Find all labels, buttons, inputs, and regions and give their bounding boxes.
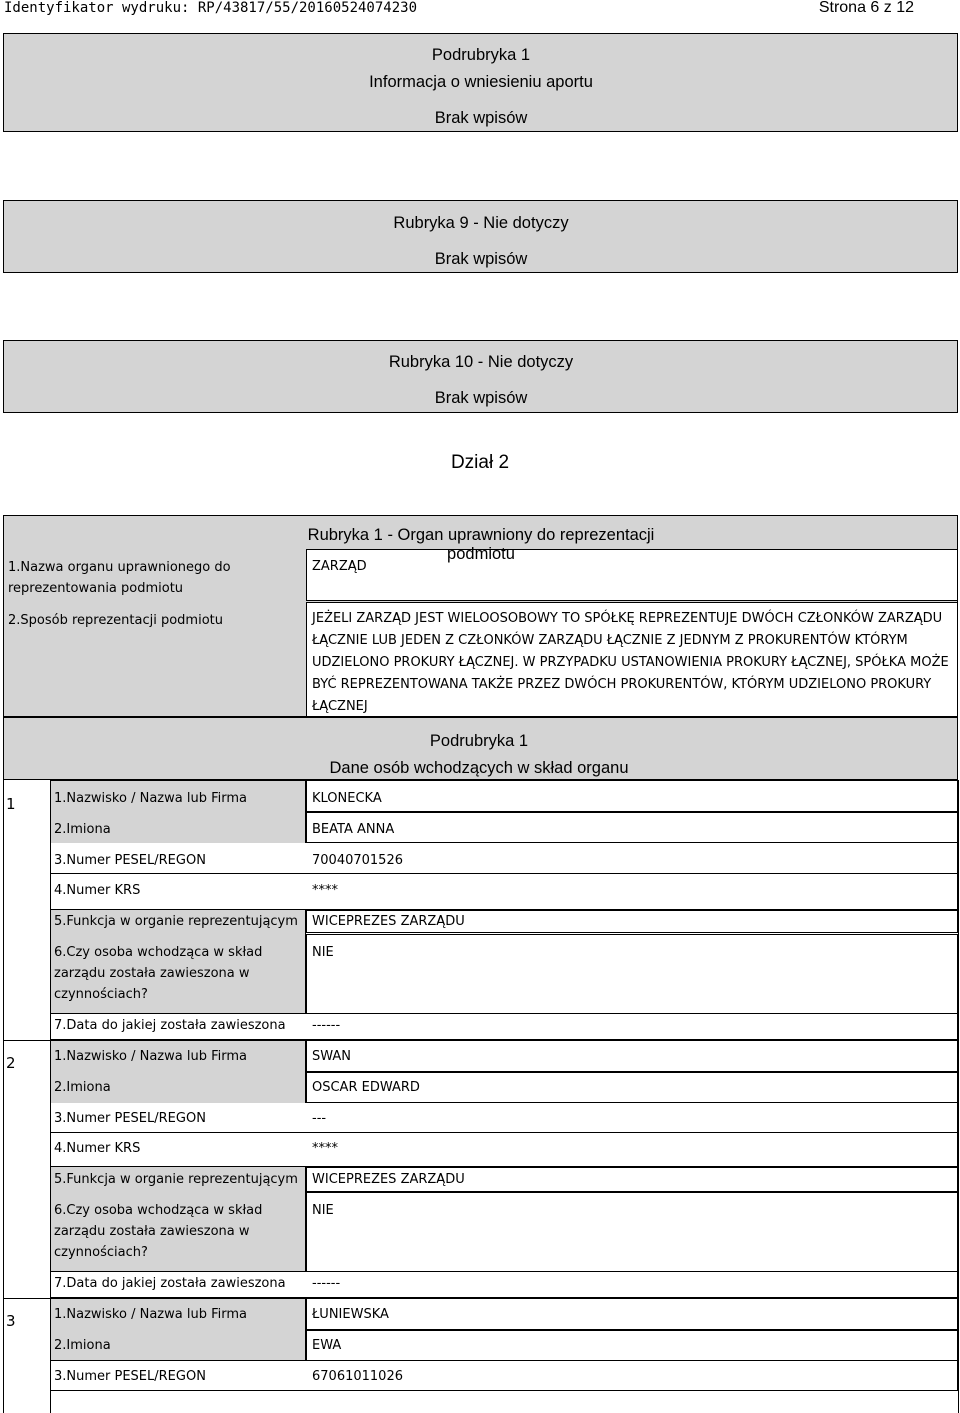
person-1-imiona-cell [306, 812, 958, 843]
section-rubryka-9-status: Brak wpisów [434, 250, 528, 268]
page-number: Strona 6 z 12 [818, 0, 914, 16]
person-1-zawieszona-label: 6.Czy osoba wchodząca w skład zarządu została zawieszona w czynnościach? [54, 945, 263, 1002]
person-1-data-value: ------ [312, 1018, 341, 1033]
person-2-zawieszona-value: NIE [312, 1203, 334, 1218]
person-1-number: 1 [6, 795, 16, 813]
person-2-imiona-label: 2.Imiona [54, 1080, 111, 1095]
person-1-krs-value: **** [312, 883, 338, 898]
person-2-data-label: 7.Data do jakiej została zawieszona [54, 1276, 286, 1291]
person-2-pesel-label: 3.Numer PESEL/REGON [54, 1111, 206, 1126]
person-1-pesel-label: 3.Numer PESEL/REGON [54, 853, 206, 868]
person-2-krs-label: 4.Numer KRS [54, 1141, 141, 1156]
section-aport-title: Podrubryka 1 [431, 46, 531, 64]
organ-name-label: 1.Nazwa organu uprawnionego do reprezentowania podmiotu [8, 560, 231, 596]
rubryka-organ-title: Rubryka 1 - Organ uprawniony do reprezentacji podmiotu [307, 526, 655, 563]
person-2-data-value: ------ [312, 1276, 341, 1291]
representation-label: 2.Sposób reprezentacji podmiotu [8, 613, 223, 628]
person-2-zawieszona-cell [306, 1192, 958, 1272]
section-rubryka-10-title: Rubryka 10 - Nie dotyczy [388, 353, 574, 371]
person-1-funkcja-value: WICEPREZES ZARZĄDU [312, 914, 465, 929]
person-3-pesel-value: 67061011026 [312, 1369, 403, 1384]
person-1-imiona-value: BEATA ANNA [312, 822, 395, 837]
person-2-name-label: 1.Nazwisko / Nazwa lub Firma [54, 1049, 247, 1064]
person-2-funkcja-label: 5.Funkcja w organie reprezentującym [54, 1172, 298, 1187]
section-rubryka-9-title: Rubryka 9 - Nie dotyczy [393, 214, 569, 232]
print-identifier: Identyfikator wydruku: RP/43817/55/20160524074230 [4, 0, 418, 16]
person-2-name-value: SWAN [312, 1049, 352, 1064]
organ-name-value: ZARZĄD [312, 559, 367, 574]
person-1-name-value: KLONECKA [312, 791, 382, 806]
section-aport-status: Brak wpisów [434, 109, 528, 127]
section-aport-subtitle: Informacja o wniesieniu aportu [369, 73, 593, 91]
person-1-zawieszona-value: NIE [312, 945, 334, 960]
person-1-krs-label: 4.Numer KRS [54, 883, 141, 898]
person-2-imiona-value: OSCAR EDWARD [312, 1080, 420, 1095]
person-1-krs-row [50, 874, 958, 910]
person-1-zawieszona-cell [306, 934, 958, 1014]
person-2-number: 2 [6, 1054, 16, 1072]
person-1-funkcja-label: 5.Funkcja w organie reprezentującym [54, 914, 298, 929]
person-2-name-cell [306, 1040, 958, 1072]
person-3-imiona-cell [306, 1330, 958, 1361]
person-1-data-label: 7.Data do jakiej została zawieszona [54, 1018, 286, 1033]
person-1-name-label: 1.Nazwisko / Nazwa lub Firma [54, 791, 247, 806]
podrubryka-title: Podrubryka 1 [429, 732, 529, 750]
person-1-imiona-label: 2.Imiona [54, 822, 111, 837]
section-rubryka-9 [3, 200, 958, 273]
podrubryka-subtitle: Dane osób wchodzących w skład organu [329, 759, 629, 777]
section-rubryka-10-status: Brak wpisów [434, 389, 528, 407]
person-3-name-value: ŁUNIEWSKA [312, 1307, 389, 1322]
person-3-imiona-label: 2.Imiona [54, 1338, 111, 1353]
person-1-name-cell [306, 780, 958, 812]
person-2-krs-row [50, 1133, 958, 1167]
person-2-krs-value: **** [312, 1141, 338, 1156]
person-3-name-label: 1.Nazwisko / Nazwa lub Firma [54, 1307, 247, 1322]
person-3-pesel-label: 3.Numer PESEL/REGON [54, 1369, 206, 1384]
person-2-pesel-value: --- [312, 1111, 327, 1126]
section-aport [3, 33, 958, 132]
person-3-number: 3 [6, 1312, 16, 1330]
section-rubryka-10 [3, 340, 958, 413]
person-3-name-cell [306, 1298, 958, 1330]
representation-value: JEŻELI ZARZĄD JEST WIELOOSOBOWY TO SPÓŁKĘ REPREZENTUJE DWÓCH CZŁONKÓW ZARZĄDU ŁĄCZNIE LUB JEDEN Z CZŁONKÓW ZARZĄDU ŁĄCZNIE Z JEDNYM Z PROKURENTÓW KTÓRYM UDZIELONO PROKURY ŁĄCZNEJ. W PRZYPADKU USTANOWIENIA PROKURY ŁĄCZNEJ, SPÓŁKA MOŻE BYĆ REPREZENTOWANA TAKŻE PRZEZ DWÓCH PROKURENTÓW, KTÓRYM UDZIELONO PROKURY ŁĄCZNEJ [312, 611, 949, 714]
podrubryka-dane-osob [3, 717, 958, 780]
person-3-imiona-value: EWA [312, 1338, 342, 1353]
person-1-pesel-value: 70040701526 [312, 853, 403, 868]
dzial-title: Dział 2 [450, 452, 510, 473]
person-2-zawieszona-label: 6.Czy osoba wchodząca w skład zarządu została zawieszona w czynnościach? [54, 1203, 263, 1260]
person-2-funkcja-value: WICEPREZES ZARZĄDU [312, 1172, 465, 1187]
